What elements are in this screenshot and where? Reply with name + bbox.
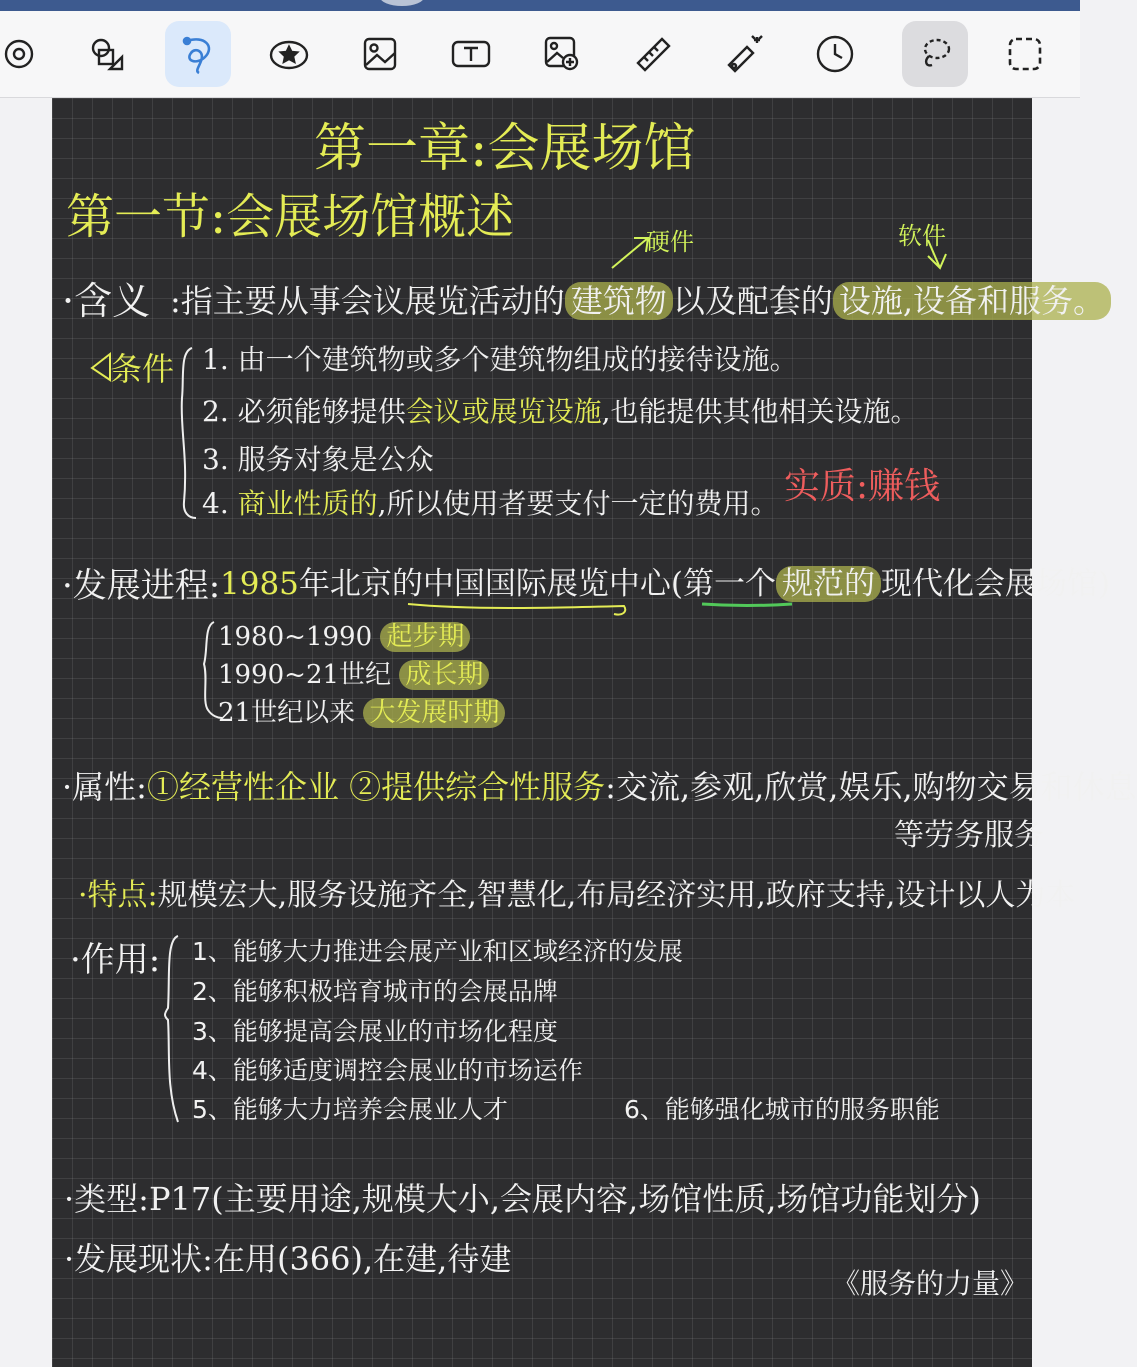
meaning-text: :指主要从事会议展览活动的 建筑物 以及配套的 设施,设备和服务。 bbox=[170, 276, 1111, 322]
center-underline bbox=[408, 604, 625, 615]
highlight-standard: 规范的 bbox=[776, 566, 881, 602]
attributes-continued: 等劳务服务 bbox=[894, 818, 1044, 853]
clock-tool[interactable] bbox=[802, 21, 868, 87]
lasso-circle-icon bbox=[0, 31, 42, 77]
lasso-circle-tool[interactable] bbox=[0, 21, 52, 87]
types-line: ·类型:P17(主要用途,规模大小,会展内容,场馆性质,场馆功能划分) bbox=[64, 1180, 981, 1218]
function-item-3: 3、能够提高会展业的市场化程度 bbox=[192, 1017, 558, 1046]
attributes-line: ·属性:①经营性企业 ②提供综合性服务:交流,参观,欣赏,娱乐,购物交易和休息 bbox=[62, 768, 1137, 806]
sticker-icon bbox=[266, 31, 312, 77]
dashed-square-icon bbox=[1002, 31, 1048, 77]
window-top-strip bbox=[0, 0, 1080, 11]
function-item-4: 4、能够适度调控会展业的市场运作 bbox=[192, 1056, 583, 1085]
pen-lasso-icon bbox=[175, 31, 221, 77]
drag-handle[interactable] bbox=[380, 0, 424, 6]
development-label: ·发展进程: bbox=[62, 566, 221, 606]
essence-note: 实质:赚钱 bbox=[784, 466, 941, 507]
function-item-2: 2、能够积极培育城市的会展品牌 bbox=[192, 977, 558, 1006]
hardware-arrow bbox=[612, 238, 648, 268]
laser-pointer-tool[interactable] bbox=[711, 21, 777, 87]
book-reference: 《服务的力量》 bbox=[832, 1267, 1029, 1300]
image-tool[interactable] bbox=[347, 21, 413, 87]
functions-brace bbox=[165, 936, 178, 1122]
features-line: ·特点:规模宏大,服务设施齐全,智慧化,布局经济实用,政府支持,设计以人为本 bbox=[78, 878, 1076, 913]
shapes-icon bbox=[84, 31, 130, 77]
image-search-tool[interactable] bbox=[529, 21, 595, 87]
phase-3: 21世纪以来 大发展时期 bbox=[218, 692, 505, 729]
lasso-select-icon bbox=[912, 31, 958, 77]
text-box-tool[interactable] bbox=[438, 21, 504, 87]
lasso-select-tool[interactable] bbox=[902, 21, 968, 87]
ruler-icon bbox=[630, 31, 676, 77]
highlight-facilities: 设施,设备和服务。 bbox=[833, 282, 1111, 320]
function-item-6: 6、能够强化城市的服务职能 bbox=[624, 1095, 940, 1124]
pen-lasso-tool[interactable] bbox=[165, 21, 231, 87]
function-item-1: 1、能够大力推进会展产业和区域经济的发展 bbox=[192, 937, 683, 966]
phases-brace bbox=[204, 622, 222, 718]
shapes-tool[interactable] bbox=[74, 21, 140, 87]
conditions-mark bbox=[92, 354, 110, 380]
phase-1: 1980~1990 起步期 bbox=[218, 616, 470, 653]
ink-strokes bbox=[52, 98, 1032, 1367]
chapter-title: 第一章:会展场馆 bbox=[314, 119, 696, 179]
image-search-icon bbox=[539, 31, 585, 77]
meaning-label: ·含义 bbox=[62, 279, 151, 323]
toolbar bbox=[0, 11, 1080, 98]
condition-item-3: 3. 服务对象是公众 bbox=[202, 443, 434, 476]
image-icon bbox=[357, 31, 403, 77]
status-line: ·发展现状:在用(366),在建,待建 bbox=[64, 1240, 512, 1278]
phase-2: 1990~21世纪 成长期 bbox=[218, 654, 489, 691]
software-annotation: 软件 bbox=[898, 222, 946, 250]
standard-underline bbox=[702, 604, 792, 606]
software-arrow bbox=[928, 240, 946, 268]
functions-label: ·作用: bbox=[70, 940, 161, 980]
text-box-icon bbox=[448, 31, 494, 77]
conditions-brace bbox=[182, 348, 196, 518]
laser-pointer-icon bbox=[721, 31, 767, 77]
conditions-label: 条件 bbox=[110, 350, 175, 388]
condition-item-1: 1. 由一个建筑物或多个建筑物组成的接待设施。 bbox=[202, 343, 798, 376]
hardware-annotation: 硬件 bbox=[646, 228, 694, 256]
function-item-5: 5、能够大力培养会展业人才 bbox=[192, 1095, 508, 1124]
clock-icon bbox=[812, 31, 858, 77]
condition-item-2: 2. 必须能够提供会议或展览设施,也能提供其他相关设施。 bbox=[202, 395, 919, 428]
ruler-tool[interactable] bbox=[620, 21, 686, 87]
condition-item-4: 4. 商业性质的,所以使用者要支付一定的费用。 bbox=[202, 487, 779, 520]
development-text: 1985年北京的中国国际展览中心(第一个 规范的 现代化会展场馆) bbox=[220, 566, 1111, 602]
rectangle-select-tool[interactable] bbox=[992, 21, 1058, 87]
highlight-buildings: 建筑物 bbox=[565, 282, 673, 320]
note-canvas[interactable] bbox=[52, 98, 1137, 1367]
sticker-tool[interactable] bbox=[256, 21, 322, 87]
section-title: 第一节:会展场馆概述 bbox=[66, 189, 515, 245]
